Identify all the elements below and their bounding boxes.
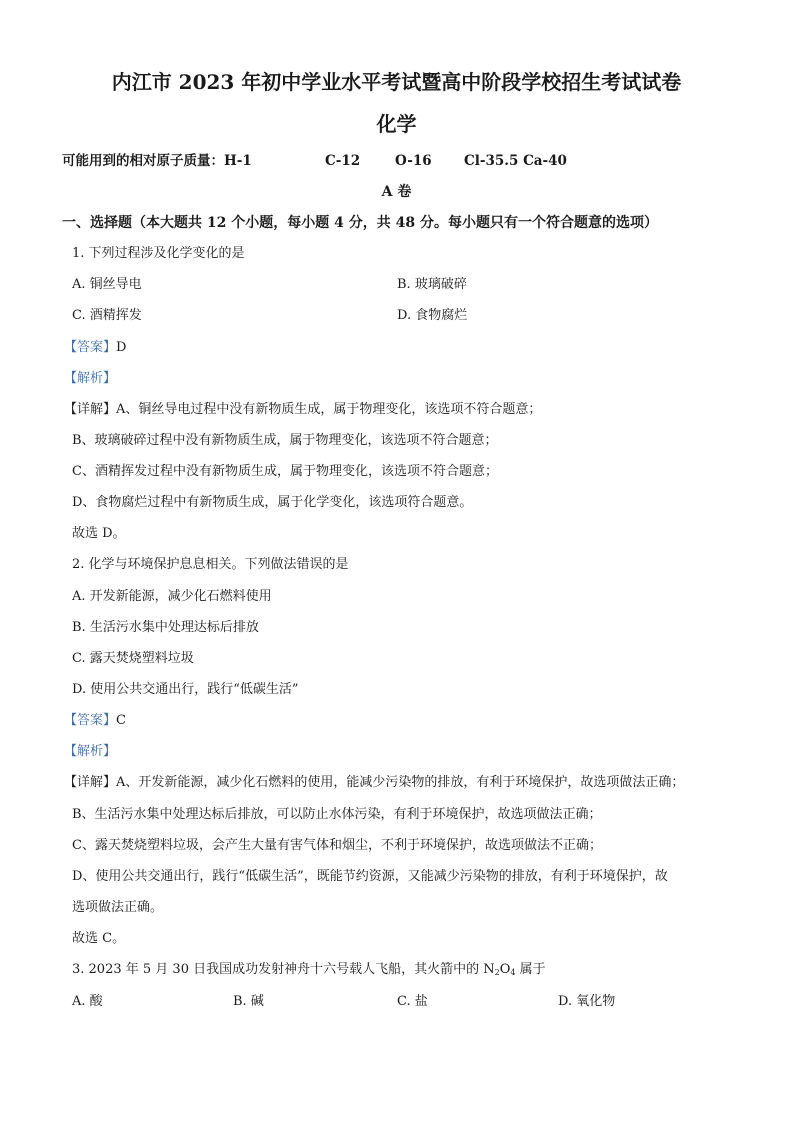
atomic-mass-h: H-1 [224,153,252,169]
q3-option-d: D. 氧化物 [558,994,616,1009]
q2-detail-1: B、生活污水集中处理达标后排放，可以防止水体污染，有利于环境保护，故选项做法正确； [72,807,602,822]
q1-option-c: C. 酒精挥发 [72,308,142,323]
q1-option-b: B. 玻璃破碎 [397,277,467,292]
volume-label: A 卷 [381,184,412,200]
q1-option-d: D. 食物腐烂 [397,308,468,323]
question-1-stem: 1. 下列过程涉及化学变化的是 [72,246,245,261]
atomic-mass-cl: Cl-35.5 Ca-40 [464,153,567,169]
q2-detail-3: D、使用公共交通出行，践行“低碳生活”，既能节约资源，又能减少污染物的排放，有利于环境保护，故 [72,869,668,884]
atomic-mass-c: C-12 [325,153,361,169]
q1-detail-2: C、酒精挥发过程中没有新物质生成，属于物理变化，该选项不符合题意； [72,464,498,479]
q3-option-a: A. 酸 [72,994,103,1009]
exam-title: 内江市 2023 年初中学业水平考试暨高中阶段学校招生考试试卷 [111,70,682,94]
q1-detail-3: D、食物腐烂过程中有新物质生成，属于化学变化，该选项符合题意。 [72,495,473,510]
q1-detail-0: 【详解】A、铜丝导电过程中没有新物质生成，属于物理变化，该选项不符合题意； [64,402,542,417]
answer-label: 【答案】 [64,340,117,355]
atomic-mass-o: O-16 [395,153,432,169]
q2-analysis-label: 【解析】 [64,744,117,759]
q3-option-b: B. 碱 [233,994,264,1009]
q2-detail-4: 选项做法正确。 [72,900,164,915]
q2-conclusion: 故选 C。 [72,931,126,946]
answer-value: D [116,340,127,355]
answer-label: 【答案】 [64,713,117,728]
subject-title: 化学 [376,112,417,136]
question-3-stem: 3. 2023 年 5 月 30 日我国成功发射神舟十六号载人飞船，其火箭中的 $N_2O_4$ 属于 [72,962,546,977]
detail-label: 【详解】 [64,402,117,417]
q2-option-c: C. 露天焚烧塑料垃圾 [72,651,194,666]
q2-option-a: A. 开发新能源，减少化石燃料使用 [72,589,272,604]
q3-option-c: C. 盐 [397,994,428,1009]
q1-detail-1: B、玻璃破碎过程中没有新物质生成，属于物理变化，该选项不符合题意； [72,433,498,448]
detail-label: 【详解】 [64,775,117,790]
q1-analysis-label: 【解析】 [64,371,117,386]
atomic-mass-label: 可能用到的相对原子质量： [62,153,224,169]
question-2-stem: 2. 化学与环境保护息息相关。下列做法错误的是 [72,557,349,572]
q1-answer [64,340,126,356]
q1-option-a: A. 铜丝导电 [72,277,142,292]
q2-answer [64,713,126,729]
q1-conclusion: 故选 D。 [72,526,126,541]
atomic-mass-row [62,153,252,169]
q2-detail-2: C、露天焚烧塑料垃圾，会产生大量有害气体和烟尘，不利于环境保护，故选项做法不正确； [72,838,602,853]
section-heading: 一、选择题（本大题共 12 个小题，每小题 4 分，共 48 分。每小题只有一个符合题意的选项） [62,215,658,231]
chemical-formula: $N_2O_4$ [483,962,516,977]
q2-option-b: B. 生活污水集中处理达标后排放 [72,620,259,635]
q2-detail-0: 【详解】A、开发新能源，减少化石燃料的使用，能减少污染物的排放，有利于环境保护，故选项做法正确； [64,775,685,790]
q2-option-d: D. 使用公共交通出行，践行“低碳生活” [72,682,299,697]
answer-value: C [116,713,126,728]
